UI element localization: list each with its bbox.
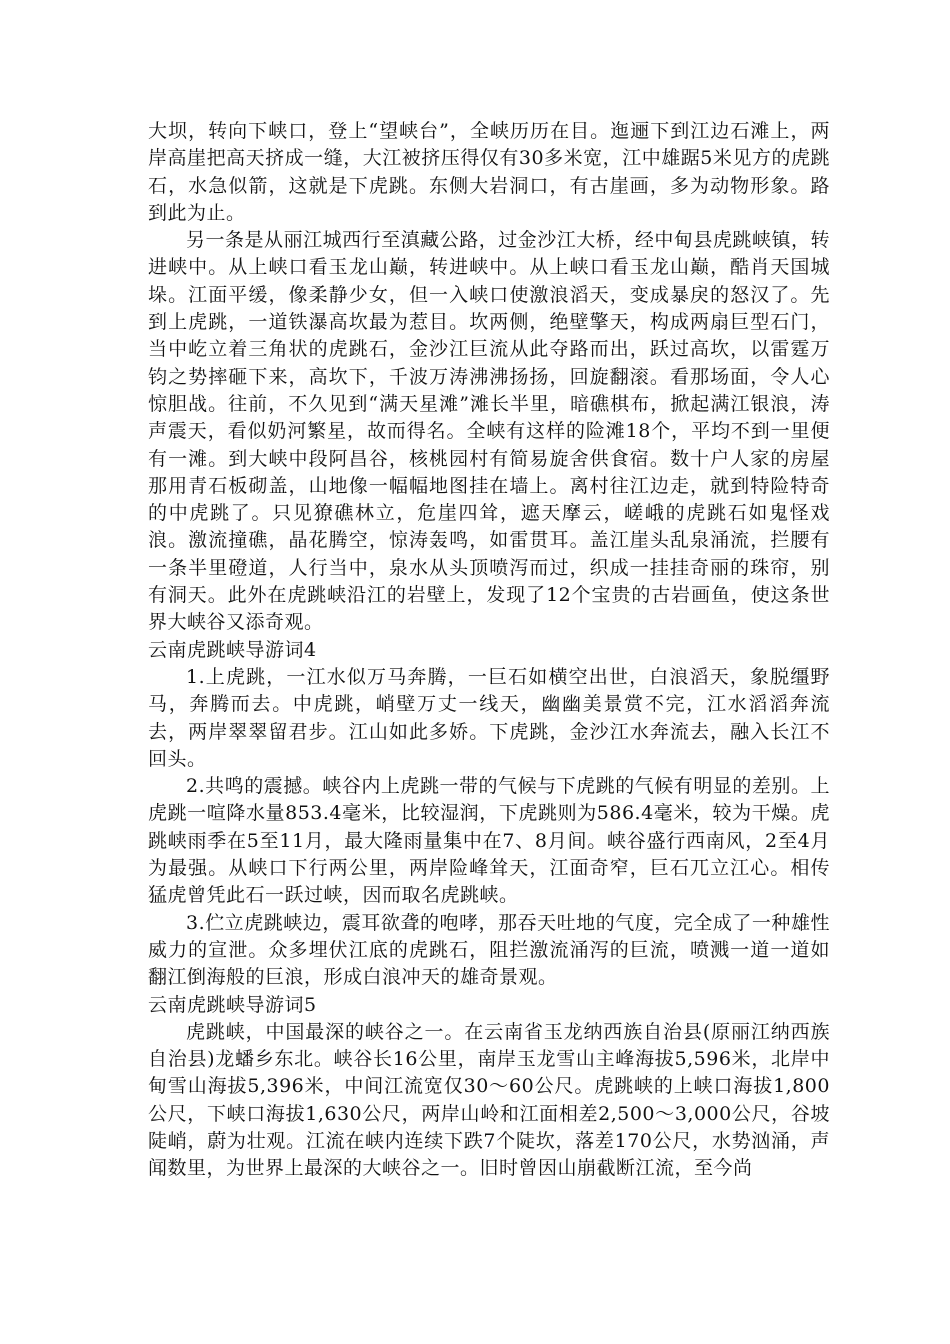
section-heading: 云南虎跳峡导游词4 — [148, 638, 317, 661]
body-paragraph: 另一条是从丽江城西行至滇藏公路，过金沙江大桥，经中甸县虎跳峡镇，转进峡中。从上峡口看玉龙山巅，转进峡中。从上峡口看玉龙山巅，酷肖天国城垛。江面平缓，像柔静少女，但一入峡口使激浪滔天，变成暴戾的怒汉了。先到上虎跳，一道铁瀑高坎最为惹目。坎两侧，绝壁擎天，构成两扇巨型石门，当中屹立着三角状的虎跳石，金沙江巨流从此夺路而出，跃过高坎，以雷霆万钧之势摔砸下来，高坎下，千波万涛沸沸扬扬，回旋翻滚。看那场面，令人心惊胆战。往前，不久见到“满天星滩”滩长半里，暗礁棋布，掀起满江银浪，涛声震天，看似奶河繁星，故而得名。全峡有这样的险滩18个，平均不到一里便有一滩。到大峡中段阿昌谷，核桃园村有简易旋舍供食宿。数十户人家的房屋那用青石板砌盖，山地像一幅幅地图挂在墙上。离村往江边走，就到特险特奇的中虎跳了。只见獠礁林立，危崖四耸，遮天摩云，嵯峨的虎跳石如鬼怪戏浪。激流撞礁，晶花腾空，惊涛轰鸣，如雷贯耳。盖江崖头乱泉涌流，拦腰有一条半里磴道，人行当中，泉水从头顶喷泻而过，织成一挂挂奇丽的珠帘，别有洞天。此外在虎跳峡沿江的岩壁上，发现了12个宝贵的古岩画鱼，使这条世界大峡谷又添奇观。 — [148, 229, 830, 634]
body-paragraph: 1.上虎跳，一江水似万马奔腾，一巨石如横空出世，白浪滔天，象脱缰野马，奔腾而去。中虎跳，峭壁万丈一线天，幽幽美景赏不完，江水滔滔奔流去，两岸翠翠留君步。江山如此多娇。下虎跳，金沙江水奔流去，融入长江不回头。 — [148, 665, 830, 770]
body-paragraph: 大坝，转向下峡口，登上“望峡台”，全峡历历在目。迤逦下到江边石滩上，两岸高崖把高天挤成一缝，大江被挤压得仅有30多米宽，江中雄踞5米见方的虎跳石，水急似箭，这就是下虎跳。东侧大岩洞口，有古崖画，多为动物形象。路到此为止。 — [148, 120, 830, 224]
body-paragraph: 虎跳峡，中国最深的峡谷之一。在云南省玉龙纳西族自治县(原丽江纳西族自治县)龙蟠乡东北。峡谷长16公里，南岸玉龙雪山主峰海拔5,596米，北岸中甸雪山海拔5,396米，中间江流宽仅30～60公尺。虎跳峡的上峡口海拔1,800公尺，下峡口海拔1,630公尺，两岸山岭和江面相差2,500～3,000公尺，谷坡陡峭，蔚为壮观。江流在峡内连续下跌7个陡坎，落差170公尺，水势汹涌，声闻数里，为世界上最深的大峡谷之一。旧时曾因山崩截断江流，至今尚 — [148, 1020, 830, 1180]
section-heading: 云南虎跳峡导游词5 — [148, 993, 317, 1016]
body-paragraph: 2.共鸣的震撼。峡谷内上虎跳一带的气候与下虎跳的气候有明显的差别。上虎跳一喧降水量853.4毫米，比较湿润，下虎跳则为586.4毫米，较为干燥。虎跳峡雨季在5至11月，最大隆雨量集中在7、8月间。峡谷盛行西南风，2至4月为最强。从峡口下行两公里，两岸险峰耸天，江面奇窄，巨石兀立江心。相传猛虎曾凭此石一跃过峡，因而取名虎跳峡。 — [148, 775, 830, 907]
document-page — [148, 118, 830, 1183]
body-paragraph: 3.伫立虎跳峡边，震耳欲聋的咆哮，那吞天吐地的气度，完全成了一种雄性威力的宣泄。众多埋伏江底的虎跳石，阻拦激流涌泻的巨流，喷溅一道一道如翻江倒海般的巨浪，形成白浪冲天的雄奇景观。 — [148, 911, 830, 989]
